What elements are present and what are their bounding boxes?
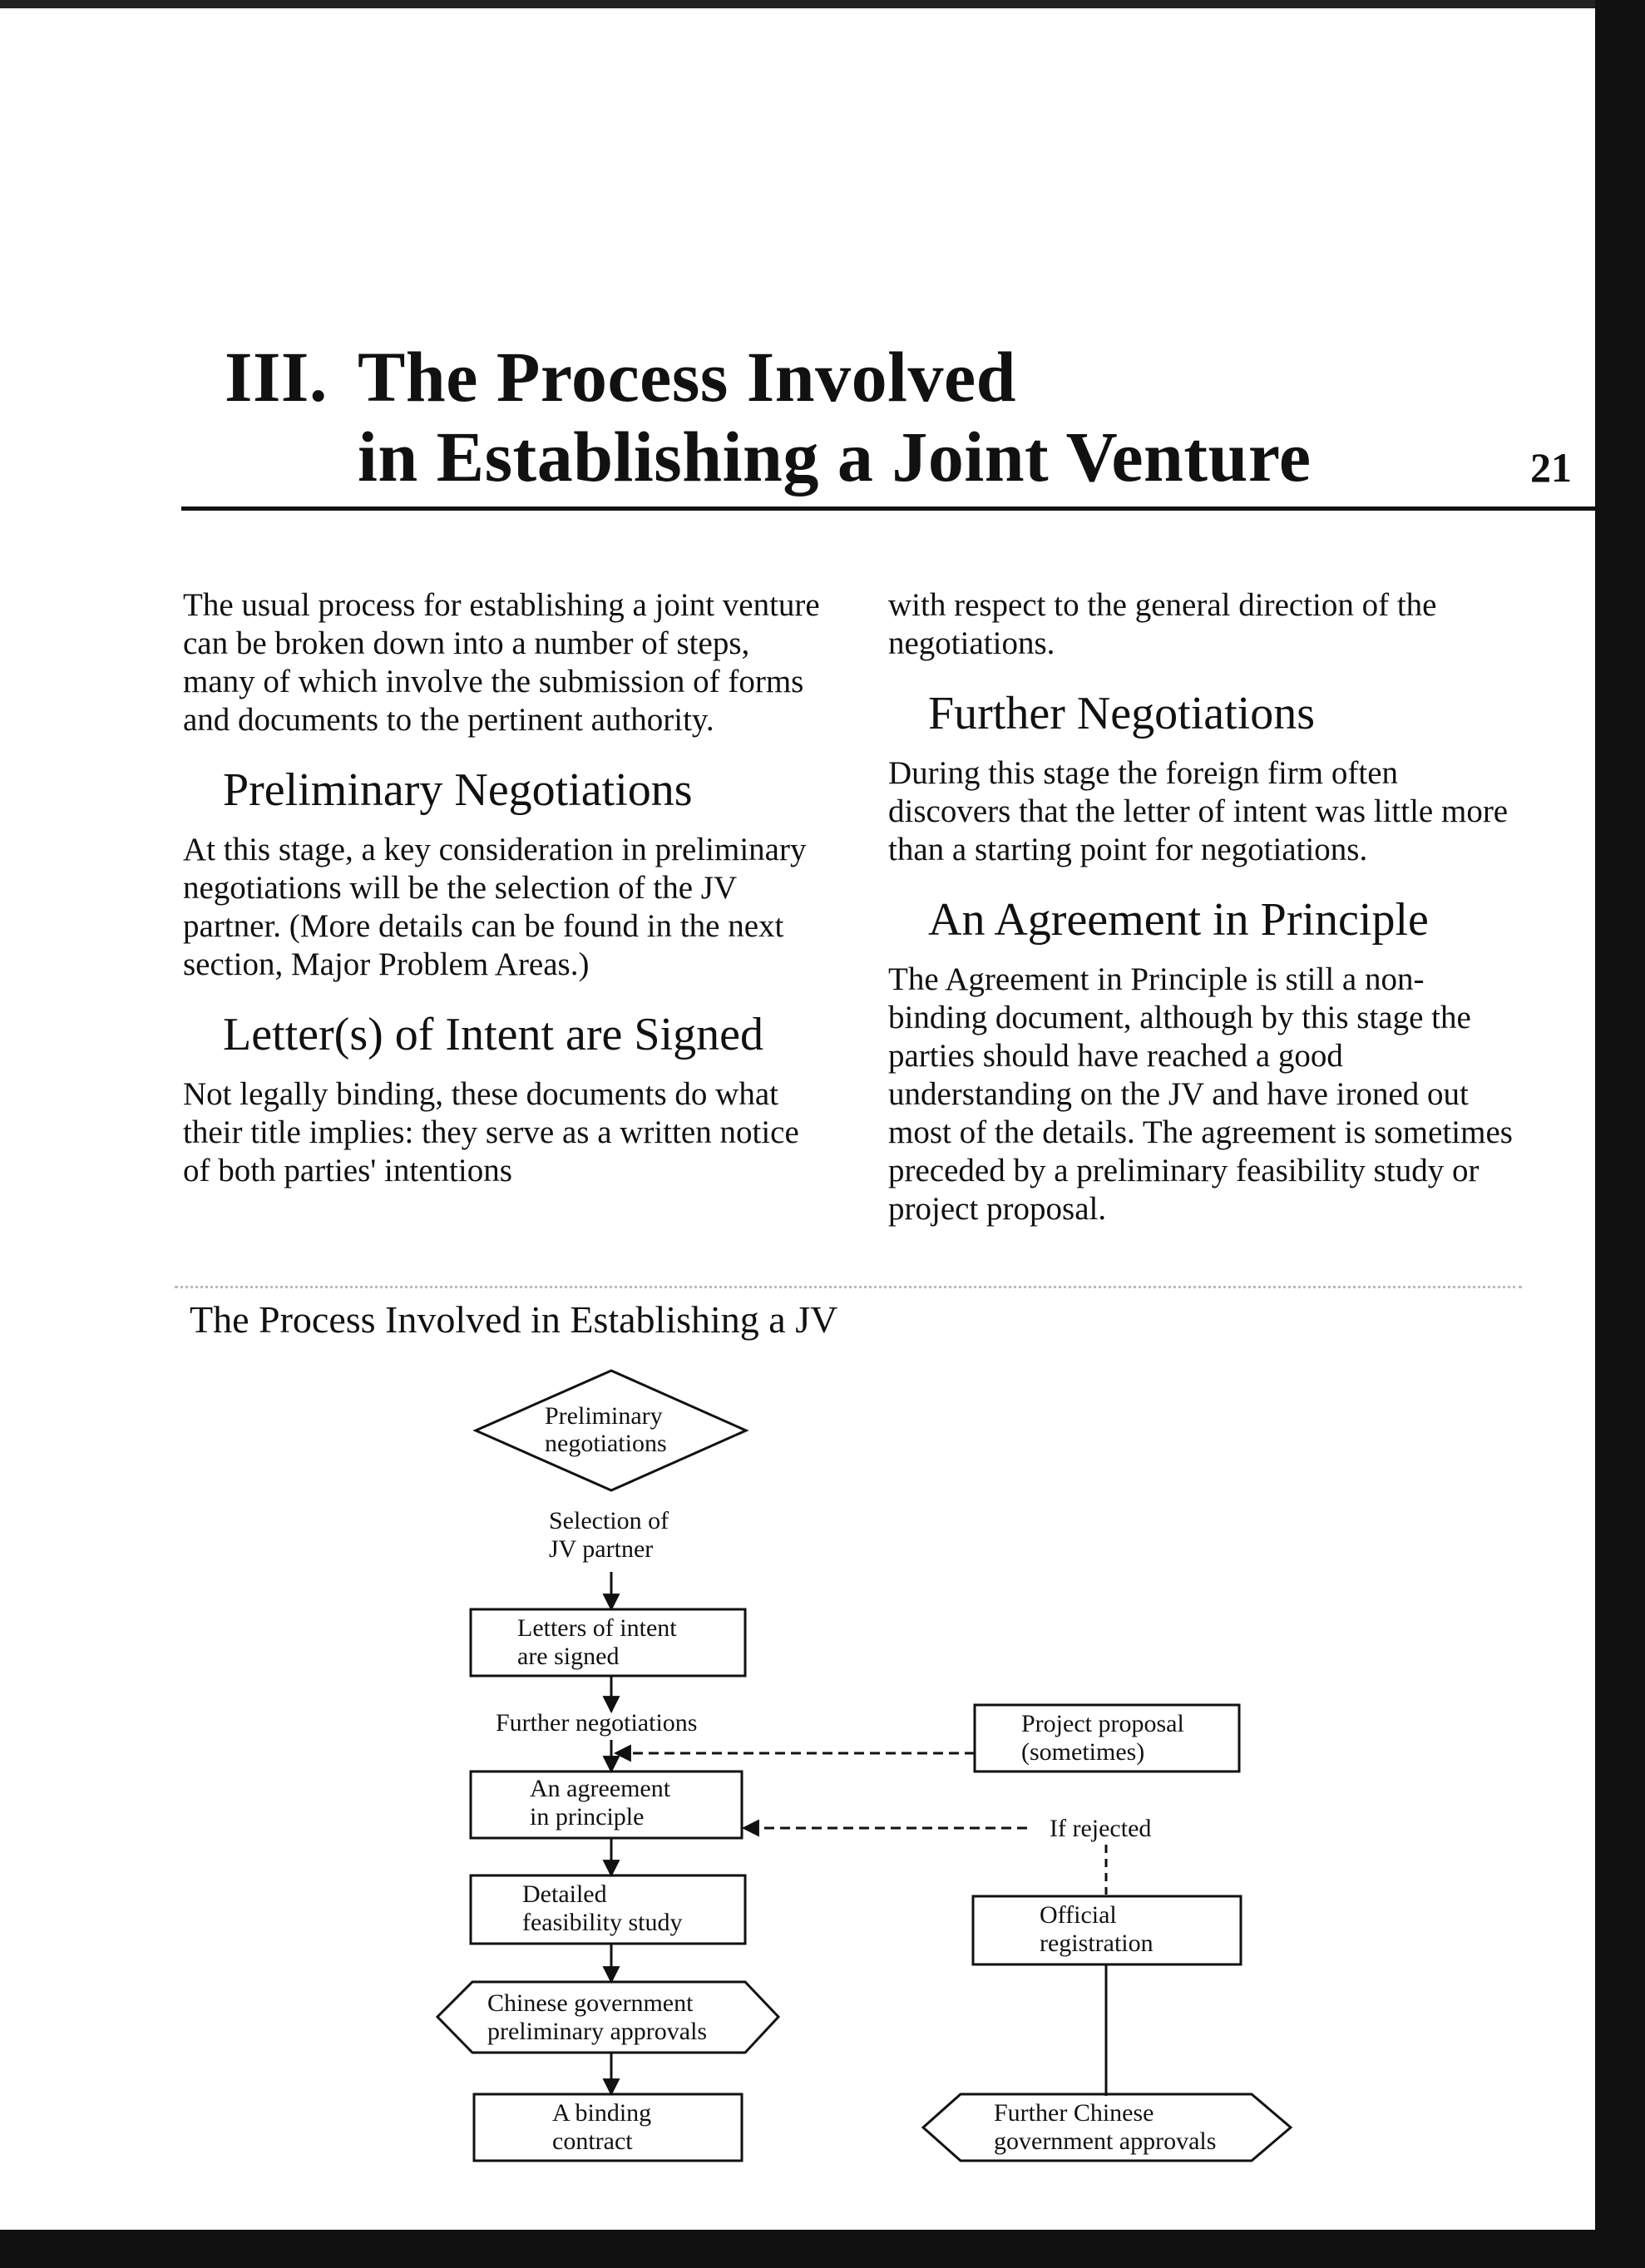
- node-agreement-in-principle: [471, 1771, 742, 1838]
- section-heading-letters: Letter(s) of Intent are Signed: [223, 1009, 763, 1060]
- node-preliminary-line2: negotiations: [545, 1430, 667, 1457]
- node-further-gov-approvals: [923, 2094, 1291, 2161]
- node-feasibility-line2: feasibility study: [522, 1909, 683, 1936]
- node-further-gov-line1: Further Chinese: [994, 2099, 1154, 2127]
- node-registration-line2: registration: [1040, 1930, 1153, 1957]
- label-further-negotiations: Further negotiations: [496, 1709, 698, 1737]
- node-letters-of-intent: [471, 1609, 745, 1676]
- node-feasibility-line1: Detailed: [522, 1880, 607, 1908]
- node-further-gov-line2: government approvals: [994, 2127, 1217, 2155]
- node-proposal-line2: (sometimes): [1021, 1738, 1145, 1766]
- label-selection-line2: JV partner: [549, 1535, 654, 1563]
- label-if-rejected: If rejected: [1050, 1815, 1152, 1842]
- chapter-title-line1: The Process Involved: [358, 337, 1016, 417]
- section-text-letters: Not legally binding, these documents do what their title implies: they serve as a written notice of both parties' intentions: [183, 1076, 799, 1188]
- continued-paragraph: with respect to the general direction of the negotiations.: [888, 587, 1437, 661]
- node-preliminary-line1: Preliminary: [545, 1402, 663, 1430]
- section-heading-further: Further Negotiations: [928, 688, 1316, 739]
- figure-title: The Process Involved in Establishing a JV: [190, 1298, 838, 1341]
- chapter-numeral: III.: [225, 337, 328, 417]
- section-heading-preliminary: Preliminary Negotiations: [223, 764, 693, 816]
- node-gov-preliminary-line2: preliminary approvals: [487, 2018, 708, 2045]
- section-text-agreement: The Agreement in Principle is still a non-binding document, although by this stage the parties should have reached a good understanding on the JV and have ironed out most of the details. The agreement is sometimes preceded by a preliminary feasibility study or project proposal.: [888, 961, 1513, 1227]
- node-agreement-line2: in principle: [530, 1803, 645, 1831]
- label-selection-of-partner: [549, 1507, 669, 1563]
- section-text-further: During this stage the foreign firm often discovers that the letter of intent was little more than a starting point for negotiations.: [888, 755, 1509, 867]
- node-proposal-line1: Project proposal: [1021, 1710, 1184, 1737]
- node-agreement-line1: An agreement: [530, 1775, 671, 1802]
- node-gov-preliminary-approvals: [437, 1982, 778, 2053]
- node-preliminary-negotiations: [476, 1371, 746, 1490]
- node-gov-preliminary-line1: Chinese government: [487, 1989, 694, 2017]
- node-official-registration: [973, 1896, 1241, 1964]
- node-letters-line1: Letters of intent: [517, 1614, 677, 1642]
- label-selection-line1: Selection of: [549, 1507, 669, 1534]
- section-text-preliminary: At this stage, a key consideration in preliminary negotiations will be the selection of the JV partner. (More details can be found in the next section, Major Problem Areas.): [183, 832, 807, 982]
- chapter-title-line2: in Establishing a Joint Venture: [358, 417, 1312, 497]
- page-number: 21: [1530, 444, 1572, 491]
- intro-paragraph: The usual process for establishing a joint venture can be broken down into a number of steps, many of which involve the submission of forms and documents to the pertinent authority.: [183, 587, 820, 738]
- node-feasibility-study: [471, 1875, 745, 1944]
- node-project-proposal: [975, 1705, 1239, 1771]
- node-contract-line2: contract: [552, 2127, 633, 2155]
- node-binding-contract: [474, 2094, 742, 2161]
- node-letters-line2: are signed: [517, 1643, 620, 1670]
- node-registration-line1: Official: [1040, 1901, 1117, 1929]
- section-heading-agreement: An Agreement in Principle: [928, 894, 1429, 946]
- node-contract-line1: A binding: [552, 2099, 652, 2127]
